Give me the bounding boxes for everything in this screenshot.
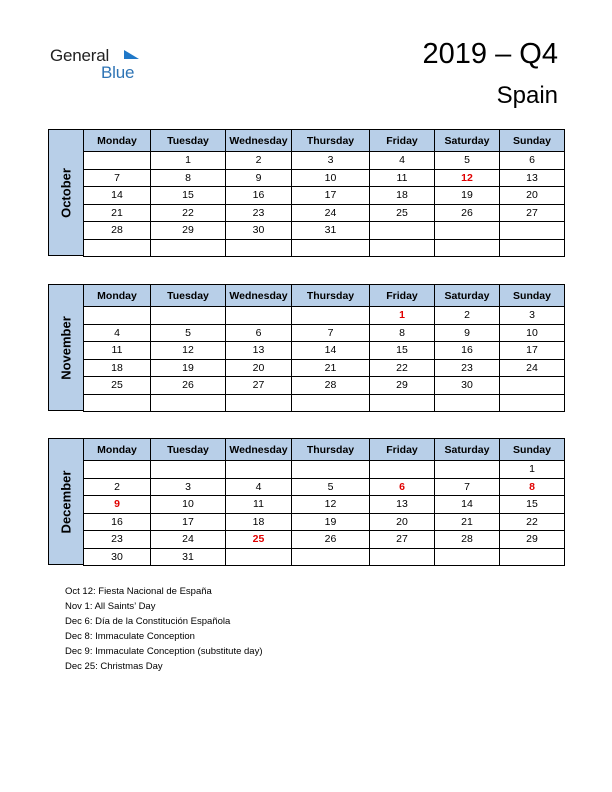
day-cell: 20 [500,187,565,205]
day-cell: 18 [370,187,435,205]
empty-day-cell [292,548,370,566]
day-cell: 21 [435,513,500,531]
day-cell: 7 [292,324,370,342]
day-cell: 11 [370,169,435,187]
day-cell: 15 [151,187,226,205]
day-cell: 16 [84,513,151,531]
day-cell: 2 [435,307,500,325]
day-cell: 23 [84,531,151,549]
day-cell: 6 [226,324,292,342]
day-cell: 14 [292,342,370,360]
country-name: Spain [496,82,558,109]
empty-day-cell [84,394,151,412]
day-cell: 12 [292,496,370,514]
day-cell: 10 [151,496,226,514]
empty-day-cell [292,461,370,479]
day-cell: 2 [84,478,151,496]
day-cell: 14 [435,496,500,514]
month-name: November [58,315,74,380]
month-label [48,129,83,256]
weekday-header: Monday [84,130,151,152]
week-row [84,342,565,360]
day-cell: 28 [84,222,151,240]
empty-day-cell [370,222,435,240]
empty-day-cell [151,461,226,479]
week-row [84,169,565,187]
weekday-header: Tuesday [151,285,226,307]
day-cell: 10 [292,169,370,187]
weekday-header: Friday [370,285,435,307]
month-name: October [58,167,74,218]
day-cell: 30 [84,548,151,566]
weekday-header-row [84,285,565,307]
day-cell: 19 [151,359,226,377]
day-cell: 15 [500,496,565,514]
day-cell: 29 [151,222,226,240]
day-cell: 5 [435,152,500,170]
week-row [84,377,565,395]
empty-day-cell [292,239,370,257]
weekday-header: Tuesday [151,130,226,152]
day-cell: 16 [226,187,292,205]
day-cell: 31 [292,222,370,240]
day-cell: 27 [226,377,292,395]
empty-day-cell [370,548,435,566]
day-cell: 28 [292,377,370,395]
weekday-header: Saturday [435,285,500,307]
holiday-note: Oct 12: Fiesta Nacional de España [65,586,212,597]
week-row [84,187,565,205]
weekday-header: Sunday [500,130,565,152]
month-label [48,438,83,565]
day-cell: 4 [226,478,292,496]
day-cell: 22 [370,359,435,377]
day-cell: 18 [84,359,151,377]
day-cell: 17 [292,187,370,205]
day-cell: 21 [292,359,370,377]
day-cell: 7 [435,478,500,496]
holiday-day-cell: 9 [84,496,151,514]
weekday-header: Sunday [500,439,565,461]
day-cell: 25 [370,204,435,222]
day-cell: 27 [370,531,435,549]
day-cell: 10 [500,324,565,342]
day-cell: 26 [151,377,226,395]
day-cell: 25 [84,377,151,395]
weekday-header: Wednesday [226,439,292,461]
week-row [84,548,565,566]
empty-day-cell [370,394,435,412]
day-cell: 20 [370,513,435,531]
day-cell: 6 [500,152,565,170]
empty-day-cell [226,307,292,325]
day-cell: 17 [151,513,226,531]
holiday-note: Dec 6: Día de la Constitución Española [65,616,231,627]
weekday-header: Monday [84,439,151,461]
day-cell: 3 [500,307,565,325]
day-cell: 30 [435,377,500,395]
empty-day-cell [151,239,226,257]
empty-day-cell [226,239,292,257]
weekday-header: Thursday [292,130,370,152]
day-cell: 29 [370,377,435,395]
empty-day-cell [435,394,500,412]
day-cell: 8 [370,324,435,342]
day-cell: 5 [292,478,370,496]
weekday-header-row [84,130,565,152]
empty-day-cell [151,394,226,412]
day-cell: 26 [292,531,370,549]
week-row [84,204,565,222]
day-cell: 21 [84,204,151,222]
day-cell: 30 [226,222,292,240]
day-cell: 8 [151,169,226,187]
weekday-header: Wednesday [226,285,292,307]
weekday-header: Tuesday [151,439,226,461]
day-cell: 15 [370,342,435,360]
calendar-table [83,129,565,257]
week-row [84,461,565,479]
holiday-day-cell: 25 [226,531,292,549]
day-cell: 31 [151,548,226,566]
day-cell: 13 [226,342,292,360]
week-row [84,152,565,170]
empty-day-cell [84,307,151,325]
day-cell: 13 [370,496,435,514]
day-cell: 14 [84,187,151,205]
week-row [84,222,565,240]
empty-day-cell [435,239,500,257]
day-cell: 4 [84,324,151,342]
day-cell: 19 [292,513,370,531]
day-cell: 22 [500,513,565,531]
weekday-header: Sunday [500,285,565,307]
logo-triangle-icon [124,50,139,59]
empty-day-cell [500,222,565,240]
empty-day-cell [292,394,370,412]
empty-day-cell [226,548,292,566]
weekday-header: Friday [370,439,435,461]
day-cell: 18 [226,513,292,531]
weekday-header: Thursday [292,285,370,307]
weekday-header: Wednesday [226,130,292,152]
empty-day-cell [292,307,370,325]
week-row [84,513,565,531]
day-cell: 19 [435,187,500,205]
day-cell: 4 [370,152,435,170]
holiday-day-cell: 6 [370,478,435,496]
empty-day-cell [84,461,151,479]
weekday-header: Monday [84,285,151,307]
weekday-header-row [84,439,565,461]
day-cell: 7 [84,169,151,187]
week-row [84,531,565,549]
day-cell: 17 [500,342,565,360]
empty-day-cell [84,152,151,170]
day-cell: 11 [226,496,292,514]
day-cell: 1 [500,461,565,479]
empty-day-cell [435,222,500,240]
day-cell: 24 [151,531,226,549]
week-row [84,239,565,257]
empty-day-cell [84,239,151,257]
day-cell: 2 [226,152,292,170]
day-cell: 5 [151,324,226,342]
empty-day-cell [226,461,292,479]
empty-day-cell [370,461,435,479]
empty-day-cell [435,548,500,566]
empty-day-cell [226,394,292,412]
holiday-note: Dec 8: Immaculate Conception [65,631,195,642]
holiday-day-cell: 8 [500,478,565,496]
empty-day-cell [370,239,435,257]
week-row [84,478,565,496]
empty-day-cell [500,377,565,395]
day-cell: 13 [500,169,565,187]
holiday-note: Nov 1: All Saints’ Day [65,601,156,612]
day-cell: 16 [435,342,500,360]
day-cell: 28 [435,531,500,549]
weekday-header: Saturday [435,439,500,461]
logo-text-blue: Blue [101,63,135,82]
weekday-header: Friday [370,130,435,152]
week-row [84,359,565,377]
day-cell: 27 [500,204,565,222]
day-cell: 23 [435,359,500,377]
week-row [84,496,565,514]
holiday-note: Dec 9: Immaculate Conception (substitute day) [65,646,263,657]
brand-logo [50,44,150,84]
day-cell: 29 [500,531,565,549]
week-row [84,394,565,412]
logo-text-general: General [50,46,110,65]
month-name: December [58,470,74,533]
weekday-header: Saturday [435,130,500,152]
day-cell: 22 [151,204,226,222]
day-cell: 24 [500,359,565,377]
empty-day-cell [500,394,565,412]
empty-day-cell [500,548,565,566]
day-cell: 12 [151,342,226,360]
day-cell: 3 [151,478,226,496]
day-cell: 9 [435,324,500,342]
day-cell: 24 [292,204,370,222]
week-row [84,324,565,342]
month-label [48,284,83,411]
day-cell: 9 [226,169,292,187]
page-title: 2019 – Q4 [422,38,558,70]
day-cell: 20 [226,359,292,377]
weekday-header: Thursday [292,439,370,461]
day-cell: 3 [292,152,370,170]
week-row [84,307,565,325]
day-cell: 26 [435,204,500,222]
day-cell: 11 [84,342,151,360]
holiday-day-cell: 1 [370,307,435,325]
holiday-note: Dec 25: Christmas Day [65,661,163,672]
day-cell: 23 [226,204,292,222]
empty-day-cell [151,307,226,325]
calendar-table [83,284,565,412]
empty-day-cell [500,239,565,257]
holiday-notes [65,584,262,674]
empty-day-cell [435,461,500,479]
holiday-day-cell: 12 [435,169,500,187]
day-cell: 1 [151,152,226,170]
calendar-table [83,438,565,566]
